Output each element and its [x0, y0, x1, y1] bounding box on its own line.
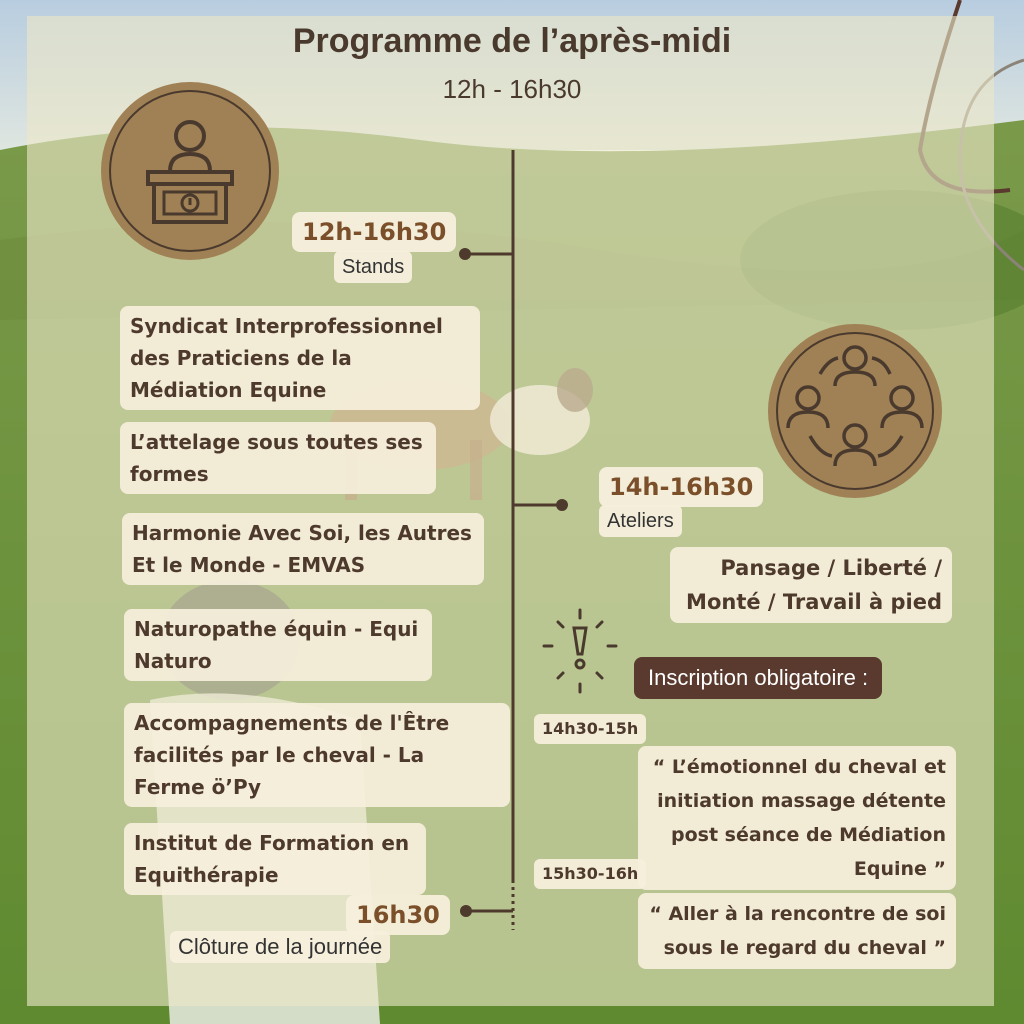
page-title: Programme de l’après-midi	[292, 22, 732, 60]
closing-time: 16h30	[346, 895, 450, 935]
workshop-icon-circle	[768, 324, 942, 498]
page-subtitle: 12h - 16h30	[442, 74, 582, 104]
ateliers-time: 14h-16h30	[599, 467, 763, 507]
ateliers-activities: Pansage / Liberté / Monté / Travail à pied	[670, 547, 952, 623]
stand-item-6: Institut de Formation en Equithérapie	[124, 823, 426, 895]
ateliers-label: Ateliers	[599, 505, 682, 537]
exclamation-icon	[540, 606, 620, 696]
stand-item-5: Accompagnements de l'Être facilités par le cheval - La Ferme ö’Py	[124, 703, 510, 807]
stand-item-1: Syndicat Interprofessionnel des Praticiens de la Médiation Equine	[120, 306, 480, 410]
session-1-title: “ L’émotionnel du cheval et initiation massage détente post séance de Médiation Equine ”	[638, 746, 956, 890]
session-2-time: 15h30-16h	[534, 859, 646, 889]
group-circle-icon	[780, 336, 930, 486]
stand-item-4: Naturopathe équin - Equi Naturo	[124, 609, 432, 681]
ateliers-dot	[556, 499, 568, 511]
closing-dot	[460, 905, 472, 917]
session-2-title: “ Aller à la rencontre de soi sous le regard du cheval ”	[638, 893, 956, 969]
session-1-time: 14h30-15h	[534, 714, 646, 744]
stands-dot	[459, 248, 471, 260]
stand-icon-circle	[101, 82, 279, 260]
registration-badge: Inscription obligatoire :	[634, 657, 882, 699]
stands-time: 12h-16h30	[292, 212, 456, 252]
closing-label: Clôture de la journée	[170, 931, 390, 963]
stand-item-2: L’attelage sous toutes ses formes	[120, 422, 436, 494]
stand-item-3: Harmonie Avec Soi, les Autres Et le Monde - EMVAS	[122, 513, 484, 585]
stands-label: Stands	[334, 251, 412, 283]
stand-desk-icon	[140, 116, 240, 226]
